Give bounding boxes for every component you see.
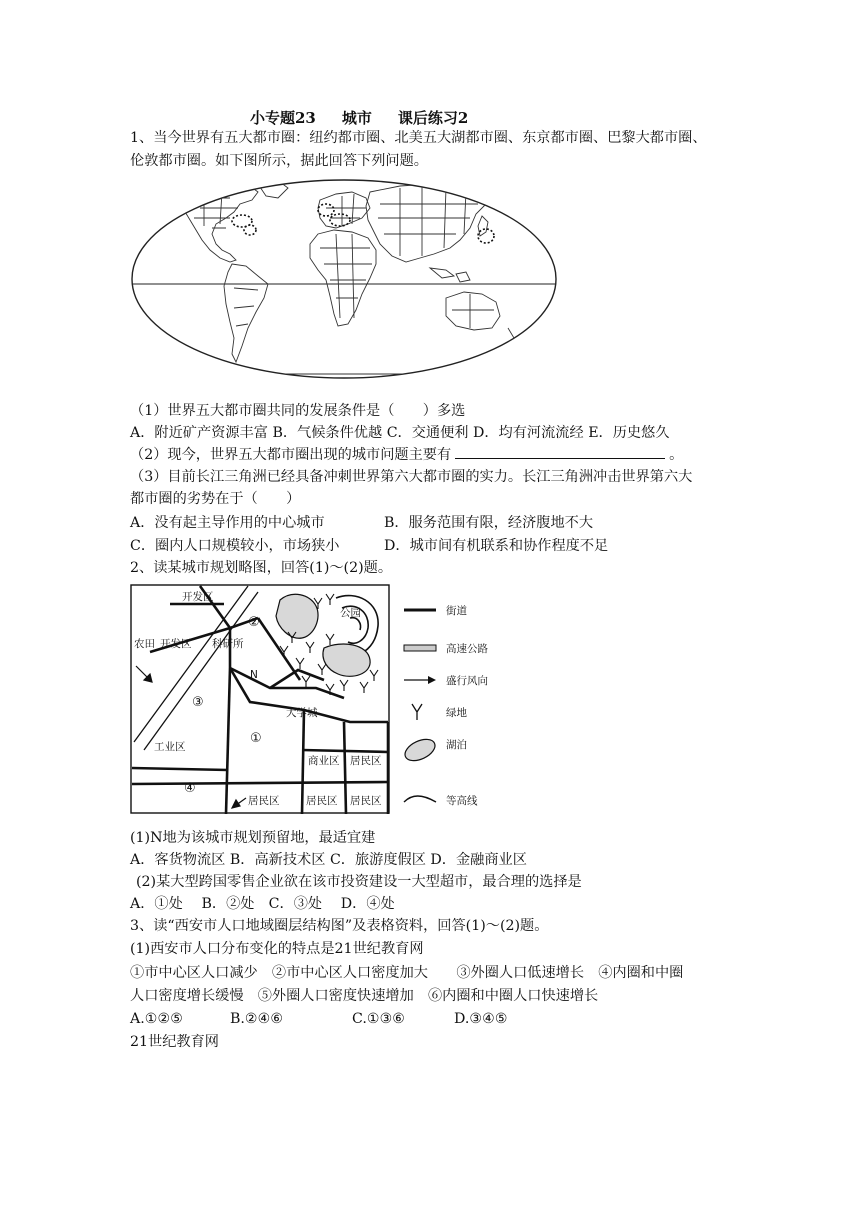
q1-sub3-options-row2 (130, 536, 608, 556)
q2-sub2-options: A．①处 B．②处 C．③处 D．④处 (130, 896, 395, 912)
map-marker-4: ④ (184, 781, 196, 796)
option-c: C．圈内人口规模较小，市场狭小 (130, 538, 340, 554)
answer-blank[interactable] (455, 445, 665, 459)
q1-sub2-suffix: 。 (669, 447, 684, 463)
legend-street-label: 街道 (446, 605, 467, 617)
map-label-keyansuo: 科研所 (212, 638, 244, 650)
q3-option-b: B.②④⑥ (230, 1011, 284, 1027)
page-title (250, 107, 468, 128)
map-label-juminqu-south: 居民区 (306, 795, 338, 807)
map-label-n: N (250, 669, 258, 681)
legend-highway-label: 高速公路 (446, 643, 488, 655)
title-topic-number: 小专题23 (250, 109, 316, 127)
q1-sub1: （1）世界五大都市圈共同的发展条件是（ ）多选 (130, 403, 466, 419)
q2-sub2: (2)某大型跨国零售企业欲在该市投资建设一大型超市，最合理的选择是 (136, 874, 582, 890)
legend-wind-label: 盛行风向 (446, 675, 488, 687)
q1-sub3-line2: 都市圈的劣势在于（ ） (130, 491, 301, 507)
q3-sub1: (1)西安市人口分布变化的特点是21世纪教育网 (130, 941, 424, 957)
q2-sub1-options: A．客货物流区 B．高新技术区 C．旅游度假区 D．金融商业区 (130, 852, 527, 868)
legend-green-label: 绿地 (446, 707, 467, 719)
map-label-shangyequ: 商业区 (308, 755, 340, 767)
map-label-kaifaqu-west: 开发区 (160, 638, 192, 650)
map-label-gongyuan: 公园 (340, 607, 361, 619)
option-b: B．服务范围有限，经济腹地不大 (384, 515, 594, 531)
q3-stem: 3、读“西安市人口地域圈层结构图”及表格资料，回答(1)～(2)题。 (130, 918, 549, 934)
q1-sub2 (130, 445, 683, 465)
q3-items-line1: ①市中心区人口减少 ②市中心区人口密度加大 ③外圈人口低速增长 ④内圈和中圈 (130, 965, 684, 981)
city-plan-map (130, 584, 400, 816)
option-d: D．城市间有机联系和协作程度不足 (384, 538, 609, 554)
q3-option-d: D.③④⑤ (454, 1011, 508, 1027)
map-marker-3: ③ (192, 695, 204, 710)
world-map (130, 178, 560, 380)
q3-option-c: C.①③⑥ (352, 1011, 406, 1027)
q3-options (130, 1009, 508, 1029)
map-marker-1: ① (250, 731, 262, 746)
q1-sub1-options: A．附近矿产资源丰富 B．气候条件优越 C．交通便利 D．均有河流流经 E．历史悠久 (130, 425, 670, 441)
legend-contour-label: 等高线 (446, 795, 478, 807)
title-topic-name: 城市 (341, 109, 372, 127)
q1-sub3-line1: （3）目前长江三角洲已经具备冲刺世界第六大都市圈的实力。长江三角洲冲击世界第六大 (130, 469, 693, 485)
title-exercise: 课后练习2 (397, 109, 469, 127)
map-label-gongyequ: 工业区 (154, 741, 186, 753)
map-label-daxuecheng: 大学城 (286, 707, 318, 719)
option-a: A．没有起主导作用的中心城市 (130, 515, 325, 531)
q2-stem: 2、读某城市规划略图，回答(1)～(2)题。 (130, 560, 393, 576)
map-label-juminqu-sw: 居民区 (248, 795, 280, 807)
q2-sub1: (1)N地为该城市规划预留地，最适宜建 (130, 830, 376, 846)
q1-stem-line1: 1、当今世界有五大都市圈：纽约都市圈、北美五大湖都市圈、东京都市圈、巴黎大都市圈、 (130, 130, 707, 146)
q3-items-line2: 人口密度增长缓慢 ⑤外圈人口密度快速增加 ⑥内圈和中圈人口快速增长 (130, 988, 599, 1004)
map-label-kaifaqu-north: 开发区 (182, 591, 214, 603)
map-label-juminqu-east: 居民区 (350, 755, 382, 767)
map-label-juminqu-se: 居民区 (350, 795, 382, 807)
map-label-nongtian: 农田 (134, 638, 155, 650)
q1-sub3-options-row1 (130, 513, 593, 533)
q1-stem-line2: 伦敦都市圈。如下图所示，据此回答下列问题。 (130, 153, 428, 169)
footer-watermark: 21世纪教育网 (130, 1034, 219, 1050)
map-legend (400, 600, 510, 815)
legend-lake-label: 湖泊 (446, 739, 467, 751)
q3-option-a: A.①②⑤ (130, 1011, 183, 1027)
q1-sub2-prefix: （2）现今，世界五大都市圈出现的城市问题主要有 (130, 447, 452, 463)
map-marker-2: ② (248, 615, 260, 630)
